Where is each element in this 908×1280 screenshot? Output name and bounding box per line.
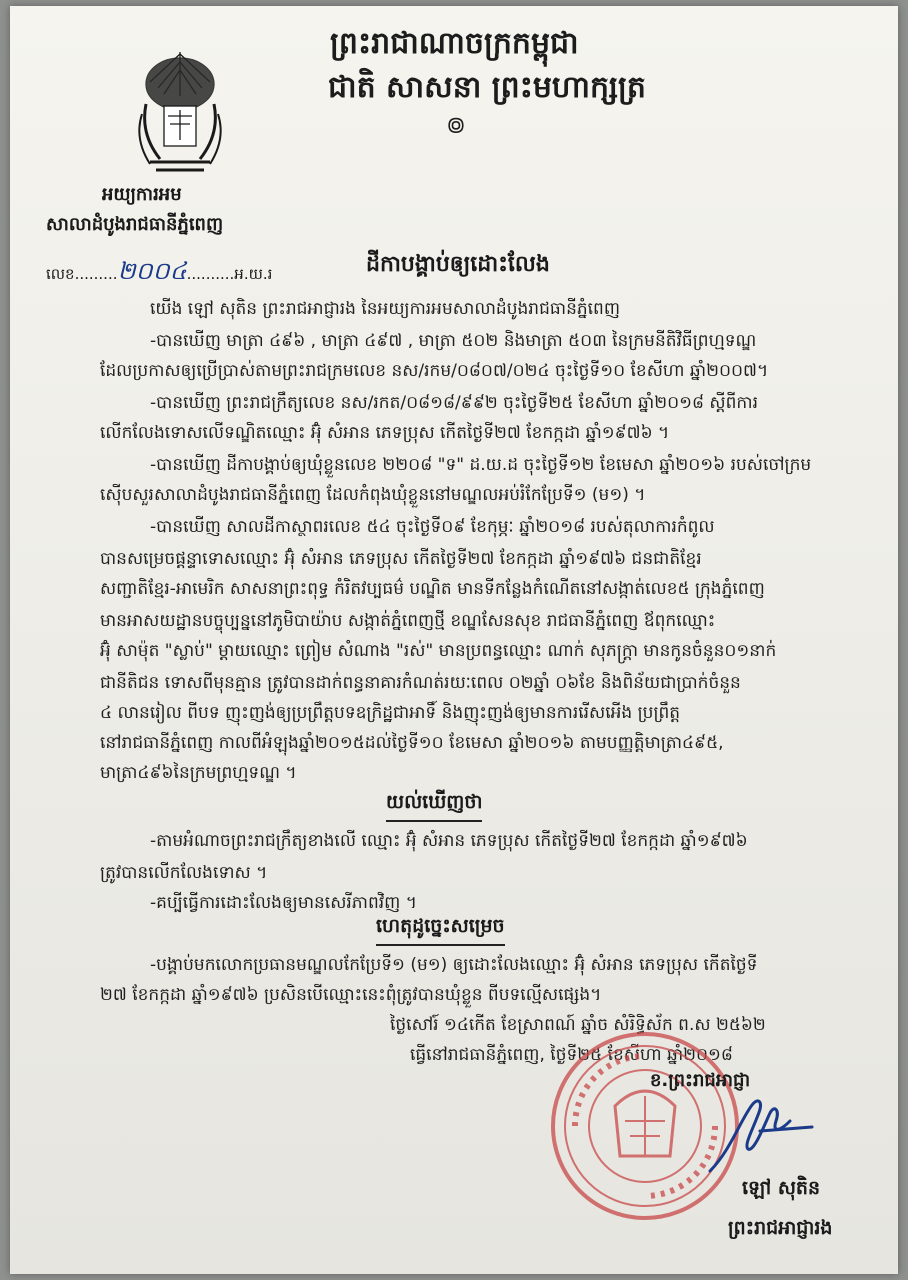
decision-line: -បង្គាប់មកលោកប្រធានមណ្ឌលកែប្រែទី១ (ម១) ឲ្យដោះលែងឈ្មោះ អ៊ុំ សំអាន ភេទប្រុស កើតថ្ងៃទី <box>150 955 758 975</box>
body-line: -បានឃើញ ព្រះរាជក្រឹត្យលេខ នស/រកត/០៨១៨/៩៩២ ចុះថ្ងៃទី២៥ ខែសីហា ឆ្នាំ២០១៨ ស្តីពីការ <box>150 393 758 413</box>
signatory-title: ខ.ព្រះរាជអាជ្ញា <box>650 1070 751 1091</box>
ref-prefix: លេខ......... <box>46 265 118 283</box>
signatory-position: ព្រះរាជអាជ្ញារង <box>728 1217 833 1239</box>
findings-line: -តាមអំណាចព្រះរាជក្រឹត្យខាងលើ ឈ្មោះ អ៊ុំ សំអាន ភេទប្រុស កើតថ្ងៃទី២៧ ខែកក្កដា ឆ្នាំ១៩៧៦ <box>150 831 748 851</box>
document-title: ដីកាបង្គាប់ឲ្យដោះលែង <box>366 252 550 277</box>
section-heading-findings: យល់ឃើញថា <box>386 790 482 822</box>
place-and-date: ធ្វើនៅរាជធានីភ្នំពេញ, ថ្ងៃទី២៥ ខែសីហា ឆ្នាំ២០១៨ <box>410 1045 733 1065</box>
handwritten-signature <box>700 1091 820 1181</box>
ref-suffix: ..........អ.យ.រ <box>186 265 273 283</box>
body-line: សញ្ជាតិខ្មែរ-អាមេរិក សាសនាព្រះពុទ្ធ កំរិតវប្បធម៌ បណ្ឌិត មានទីកន្លែងកំណើតនៅសង្កាត់លេខ៥ ក្រុងភ្នំពេញ <box>100 579 765 599</box>
body-line: -បានឃើញ មាត្រា ៤៩៦ , មាត្រា ៤៩៧ , មាត្រា ៥០២ និងមាត្រា ៥០៣ នៃក្រមនីតិវិធីព្រហ្មទណ្ឌ <box>150 331 757 351</box>
ref-handwritten-number: ២០០៤ <box>117 257 187 285</box>
body-line: ជានីតិជន ទោសពីមុនគ្មាន ត្រូវបានដាក់ពន្ធនាគារកំណត់រយៈពេល ០២ឆ្នាំ ០៦ខែ និងពិន័យជាប្រាក់ចំនួន <box>100 673 741 693</box>
section-heading-decision: ហេតុដូច្នេះសម្រេច <box>376 914 505 946</box>
kingdom-title: ព្រះរាជាណាចក្រកម្ពុជា <box>330 26 579 61</box>
body-line: នៅរាជធានីភ្នំពេញ កាលពីអំឡុងឆ្នាំ២០១៥ដល់ថ្ងៃទី១០ ខែមេសា ឆ្នាំ២០១៦ តាមបញ្ញត្តិមាត្រា៤៩៥, <box>100 733 724 753</box>
body-line: មាត្រា៤៩៦នៃក្រមព្រហ្មទណ្ឌ ។ <box>100 763 297 783</box>
signatory-name: ឡៅ សុតិន <box>742 1177 821 1199</box>
lunar-date: ថ្ងៃសៅរ៍ ១៤កើត ខែស្រាពណ៍ ឆ្នាំច សំរិទ្ធិស័ក ព.ស ២៥៦២ <box>390 1015 766 1035</box>
document-page <box>10 6 898 1274</box>
org-line-1: អយ្យការអម <box>102 184 182 205</box>
body-line: លើកលែងទោសលើទណ្ឌិតឈ្មោះ អ៊ុំ សំអាន ភេទប្រុស កើតថ្ងៃទី២៧ ខែកក្កដា ឆ្នាំ១៩៧៦ ។ <box>100 423 670 443</box>
body-line: -បានឃើញ សាលដីកាស្ថាពរលេខ ៥៤ ចុះថ្ងៃទី០៩ ខែកុម្ភៈ ឆ្នាំ២០១៨ របស់តុលាការកំពូល <box>150 517 715 537</box>
decision-line: ២៧ ខែកក្កដា ឆ្នាំ១៩៧៦ ប្រសិនបើឈ្មោះនេះពុំត្រូវបានឃុំខ្លួន ពីបទល្មើសផ្សេង។ <box>100 985 602 1005</box>
body-line: អ៊ុំ សាម៉ុត "ស្លាប់" ម្តាយឈ្មោះ ព្រៀម សំណាង "រស់" មានប្រពន្ធឈ្មោះ ណាក់ សុភក្រ្តា មានកូនចំនួន០១នាក់ <box>100 641 777 661</box>
body-line: ដែលប្រកាសឲ្យប្រើប្រាស់តាមព្រះរាជក្រមលេខ នស/រកម/០៨០៧/០២៤ ចុះថ្ងៃទី១០ ខែសីហា ឆ្នាំ២០០៧។ <box>100 361 769 381</box>
body-line: យើង ឡៅ សុតិន ព្រះរាជអាជ្ញារង នៃអយ្យការអមសាលាដំបូងរាជធានីភ្នំពេញ <box>150 299 621 319</box>
body-line: បានសម្រេចផ្តន្ទាទោសឈ្មោះ អ៊ុំ សំអាន ភេទប្រុស កើតថ្ងៃទី២៧ ខែកក្កដា ឆ្នាំ១៩៧៦ ជនជាតិខ្មែរ <box>100 549 702 569</box>
body-line: មានអាសយដ្ឋានបច្ចុប្បន្ននៅភូមិបាយ៉ាប សង្កាត់ភ្នំពេញថ្មី ខណ្ឌសែនសុខ រាជធានីភ្នំពេញ ឪពុកឈ្មោះ <box>100 611 716 631</box>
coat-of-arms-emblem <box>120 44 240 184</box>
national-motto: ជាតិ សាសនា ព្រះមហាក្សត្រ <box>328 70 646 105</box>
reference-number <box>46 256 272 291</box>
findings-line: ត្រូវបានលើកលែងទោស ។ <box>100 863 268 883</box>
body-line: ស៊ើបសួរសាលាដំបូងរាជធានីភ្នំពេញ ដែលកំពុងឃុំខ្លួននៅមណ្ឌលអប់រំកែប្រែទី១ (ម១) ។ <box>100 485 646 505</box>
body-line: -បានឃើញ ដីកាបង្គាប់ឲ្យឃុំខ្លួនលេខ ២២០៨ "ទ" ដ.យ.ដ ចុះថ្ងៃទី១២ ខែមេសា ឆ្នាំ២០១៦ របស់ចៅក្រម <box>150 455 812 475</box>
body-line: ៤ លានរៀល ពីបទ ញុះញង់ឲ្យប្រព្រឹត្តបទឧក្រិដ្ឋជាអាទិ៍ និងញុះញង់ឲ្យមានការរើសអើង ប្រព្រឹត្ត <box>100 703 681 723</box>
findings-line: -គប្បីធ្វើការដោះលែងឲ្យមានសេរីភាពវិញ ។ <box>150 893 417 913</box>
header-ornament: ៙ <box>446 111 466 139</box>
org-line-2: សាលាដំបូងរាជធានីភ្នំពេញ <box>46 214 224 235</box>
